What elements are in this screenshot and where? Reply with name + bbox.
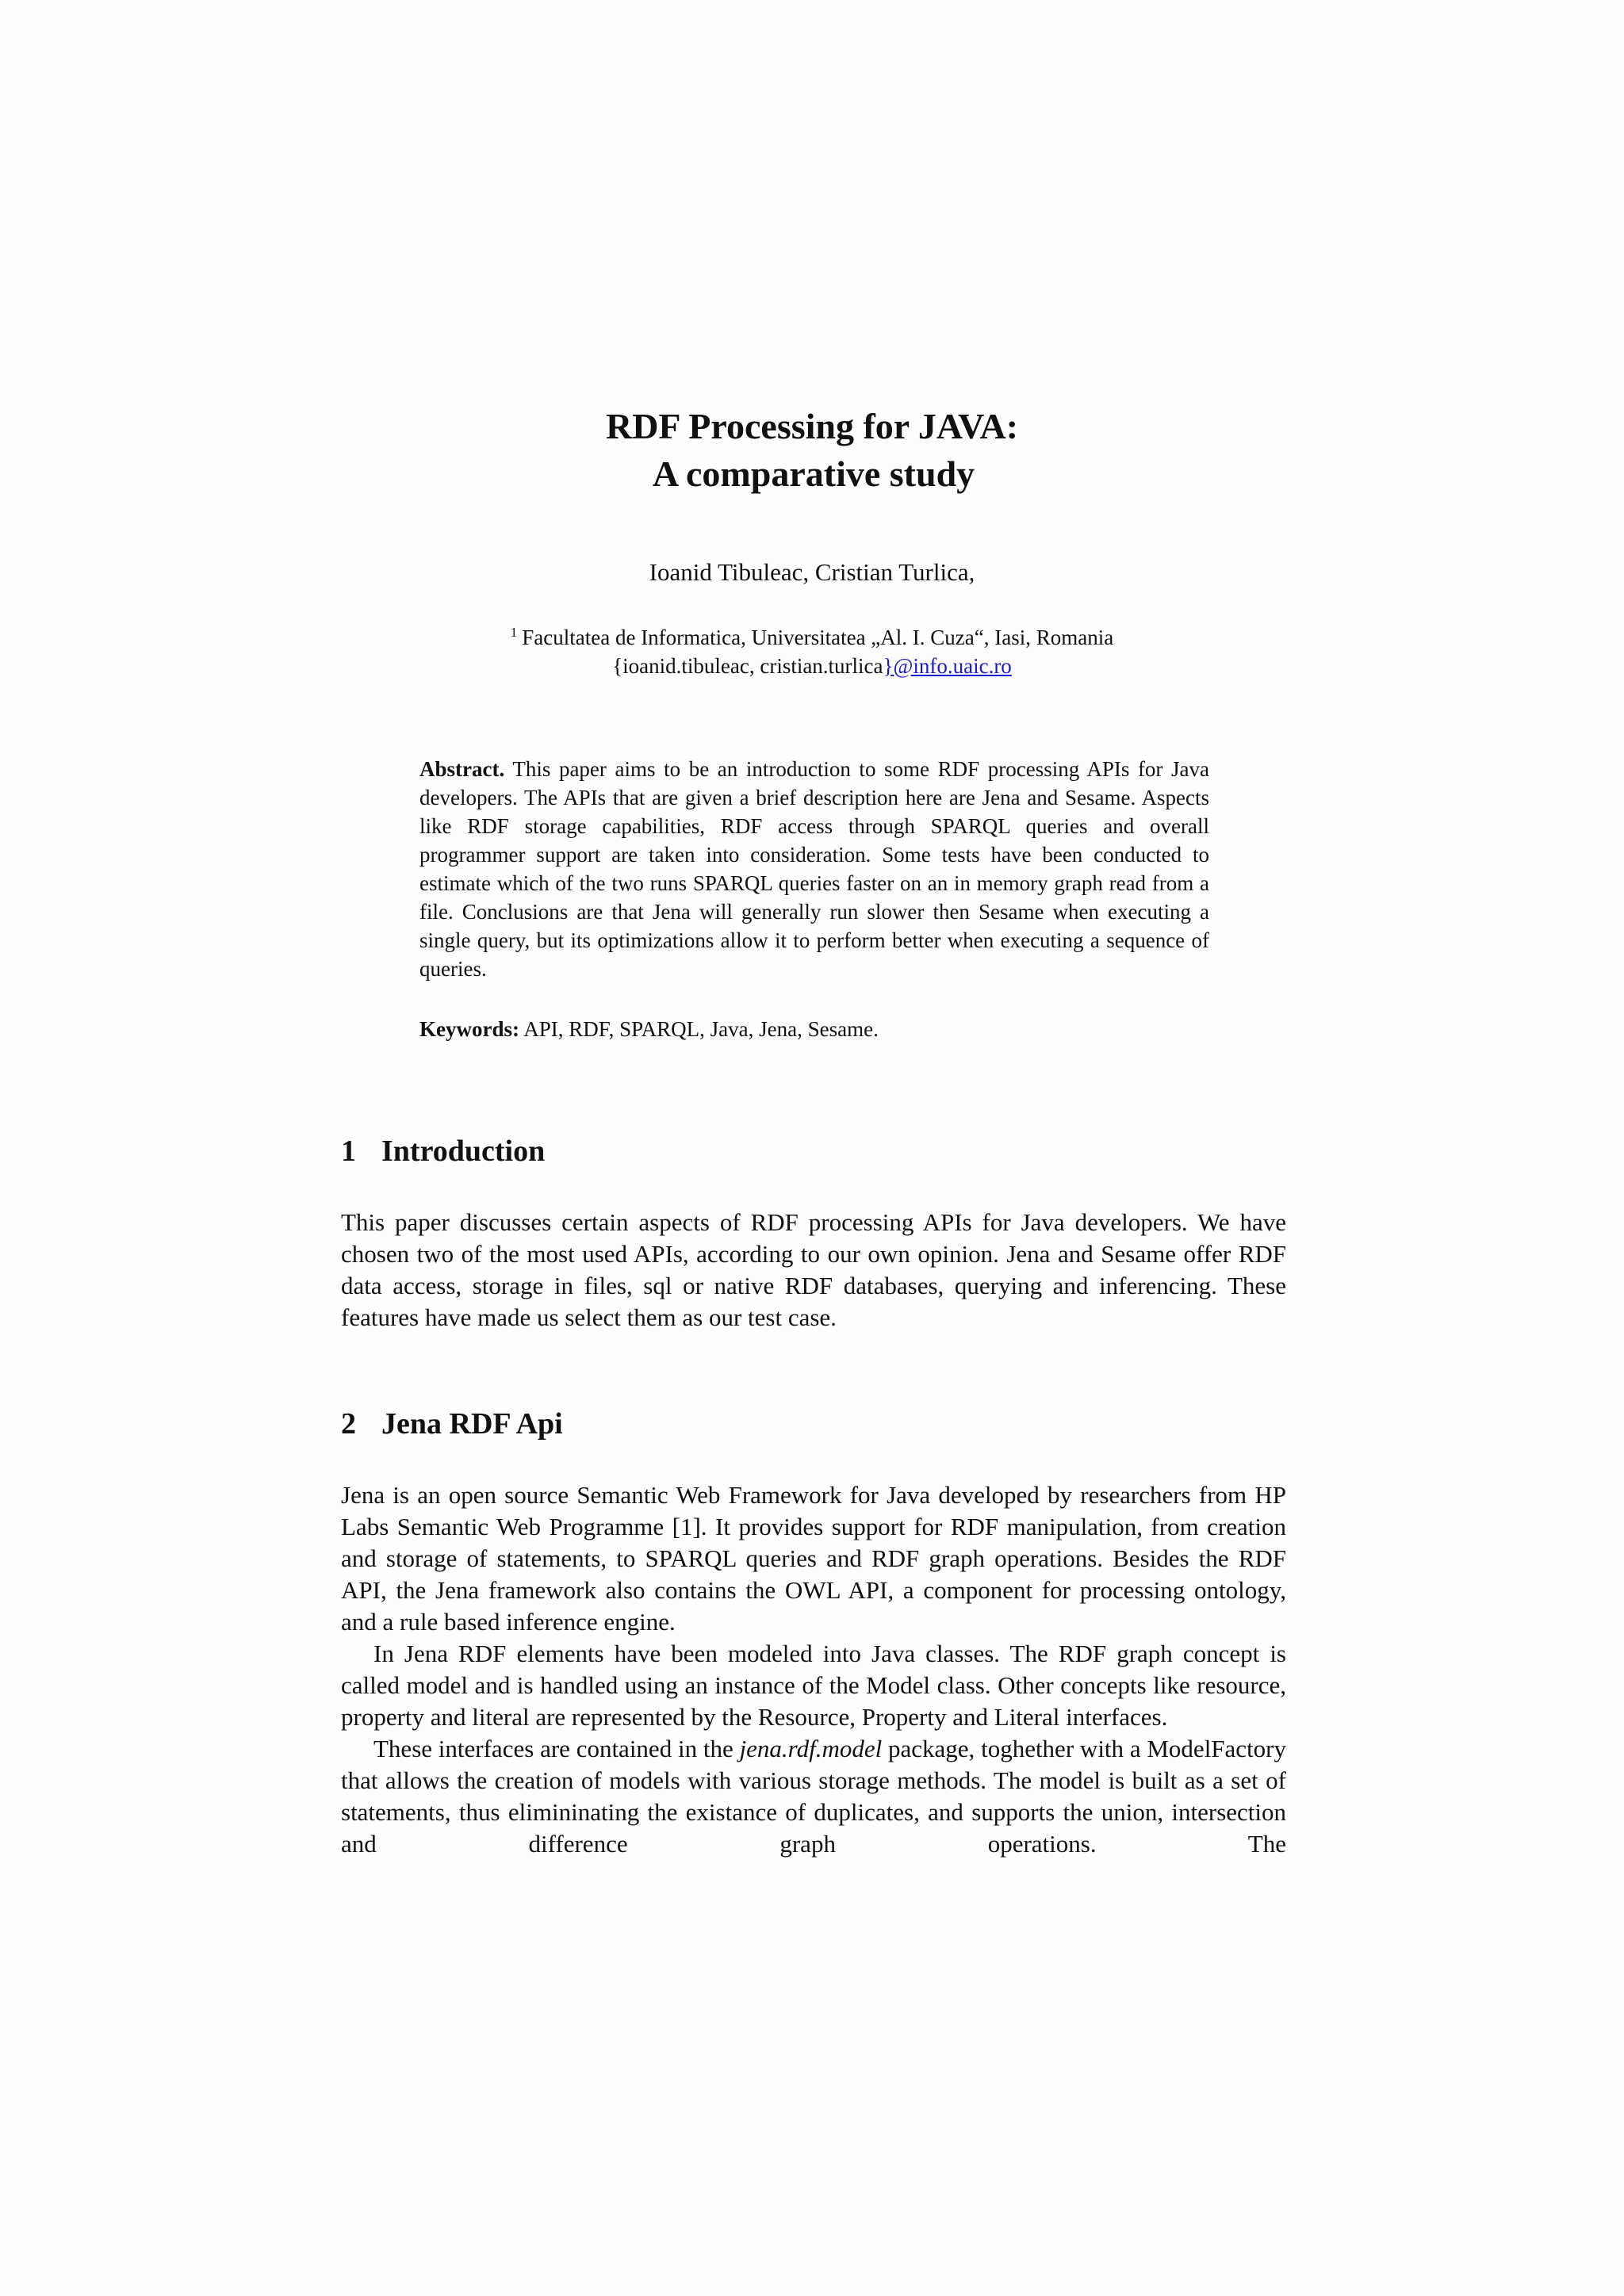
email-prefix: {ioanid.tibuleac, cristian.turlica <box>612 654 883 678</box>
section-title: Jena RDF Api <box>381 1407 563 1441</box>
abstract-block <box>419 755 1209 983</box>
keywords-label: Keywords: <box>419 1017 519 1041</box>
keywords-text: API, RDF, SPARQL, Java, Jena, Sesame. <box>519 1017 879 1041</box>
section-body-jena-rdf-api <box>341 1479 1286 1860</box>
paragraph: Jena is an open source Semantic Web Framework for Java developed by researchers from HP Labs Semantic Web Programme [1]. It provides support for RDF manipulation, from creation and storage of statements, to SPARQL queries and RDF graph operations. Besides the RDF API, the Jena framework also contains the OWL API, a component for processing ontology, and a rule based inference engine. <box>341 1481 1286 1636</box>
paper-title <box>0 403 1624 498</box>
paragraph: In Jena RDF elements have been modeled into Java classes. The RDF graph concept is called model and is handled using an instance of the Model class. Other concepts like resource, property and literal are represented by the Resource, Property and Literal interfaces. <box>341 1640 1286 1731</box>
paragraph-text: package, toghether with a ModelFactory that allows the creation of models with various storage methods. The model is built as a set of statements, thus elimininating the existance of duplicates, and supports the union, intersection and difference graph operations. The <box>341 1735 1287 1858</box>
title-line-1: RDF Processing for JAVA: <box>605 406 1019 446</box>
affiliation-block <box>0 618 1624 680</box>
email-line <box>0 652 1624 680</box>
package-name: jena.rdf.model <box>739 1735 883 1762</box>
email-link[interactable]: }@info.uaic.ro <box>883 654 1012 678</box>
affiliation-text: Facultatea de Informatica, Universitatea „Al. I. Cuza“, Iasi, Romania <box>522 626 1114 649</box>
section-heading-jena-rdf-api <box>341 1405 563 1443</box>
keywords-block <box>419 1015 1209 1043</box>
paragraph <box>341 1733 1286 1860</box>
abstract-label: Abstract. <box>419 757 505 781</box>
affiliation-line <box>0 618 1624 652</box>
author-list: Ioanid Tibuleac, Cristian Turlica, <box>649 558 975 586</box>
title-line-2: A comparative study <box>652 453 975 494</box>
section-title: Introduction <box>381 1135 546 1168</box>
paragraph-text: These interfaces are contained in the <box>373 1735 740 1762</box>
affiliation-marker: 1 <box>510 625 518 640</box>
section-heading-introduction <box>341 1132 545 1170</box>
paragraph: This paper discusses certain aspects of RDF processing APIs for Java developers. We have chosen two of the most used APIs, according to our own opinion. Jena and Sesame offer RDF data access, storage in files, sql or native RDF databases, querying and inferencing. These features have made us select them as our test case. <box>341 1208 1286 1331</box>
section-body-introduction <box>341 1207 1286 1334</box>
abstract-text: This paper aims to be an introduction to some RDF processing APIs for Java developers. The APIs that are given a brief description here are Jena and Sesame. Aspects like RDF storage capabilities, RDF access through SPARQL queries and overall programmer support are taken into consideration. Some tests have been conducted to estimate which of the two runs SPARQL queries faster on an in memory graph read from a file. Conclusions are that Jena will generally run slower then Sesame when executing a single query, but its optimizations allow it to perform better when executing a sequence of queries. <box>419 757 1209 981</box>
section-number: 1 <box>341 1135 356 1168</box>
section-number: 2 <box>341 1407 356 1441</box>
